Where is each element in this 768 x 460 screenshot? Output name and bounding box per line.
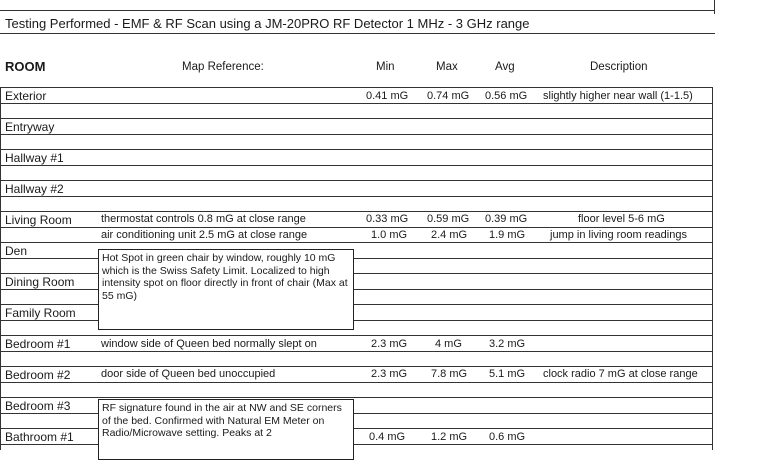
cell-max: 2.4 mG: [431, 229, 468, 241]
cell-min: 2.3 mG: [371, 338, 408, 350]
cell-map-reference: door side of Queen bed unoccupied: [101, 368, 276, 380]
table-left-border: [0, 87, 1, 450]
cell-avg: 5.1 mG: [489, 368, 526, 380]
cell-max: 4 mG: [435, 338, 462, 350]
room-label: Hallway #2: [5, 182, 64, 196]
title-underline: [0, 33, 715, 34]
room-label: Den: [5, 244, 28, 258]
row-line: [0, 196, 713, 197]
cell-avg: 3.2 mG: [489, 338, 526, 350]
room-label: Dining Room: [5, 275, 75, 289]
row-line: [0, 397, 713, 398]
cell-description: jump in living room readings: [550, 229, 687, 241]
cell-avg: 1.9 mG: [489, 229, 526, 241]
row-line: [0, 351, 713, 352]
header-max: Max: [436, 61, 458, 73]
room-label: Entryway: [5, 120, 55, 134]
row-line: [0, 227, 713, 228]
row-line: [0, 242, 713, 243]
cell-max: 1.2 mG: [431, 431, 468, 443]
room-label: Bathroom #1: [5, 430, 74, 444]
cell-map-reference: window side of Queen bed normally slept on: [101, 338, 317, 350]
cell-min: 0.41 mG: [366, 90, 409, 102]
row-line: [0, 335, 713, 336]
cell-min: 0.4 mG: [369, 431, 406, 443]
header-avg: Avg: [495, 61, 515, 73]
cell-map-reference: air conditioning unit 2.5 mG at close range: [101, 229, 308, 241]
row-line: [0, 211, 713, 212]
table-right-border: [712, 87, 713, 450]
row-line: [0, 180, 713, 181]
row-line: [0, 103, 713, 104]
row-line: [0, 149, 713, 150]
cell-min: 2.3 mG: [371, 368, 408, 380]
room-label: Bedroom #1: [5, 337, 71, 351]
cell-max: 7.8 mG: [431, 368, 468, 380]
cell-description: slightly higher near wall (1-1.5): [543, 90, 693, 102]
cell-description: clock radio 7 mG at close range: [543, 368, 698, 380]
cell-map-reference: thermostat controls 0.8 mG at close range: [101, 213, 306, 225]
row-line: [0, 382, 713, 383]
cell-avg: 0.39 mG: [485, 213, 528, 225]
row-line: [0, 118, 713, 119]
room-label: Hallway #1: [5, 151, 64, 165]
cell-min: 1.0 mG: [371, 229, 408, 241]
cell-max: 0.74 mG: [427, 90, 470, 102]
header-room: ROOM: [5, 59, 46, 74]
room-label: Bedroom #2: [5, 368, 71, 382]
row-line: [0, 134, 713, 135]
hotspot-note: Hot Spot in green chair by window, roughly 10 mG which is the Swiss Safety Limit. Localized to high intensity spot on floor directly in front of chair (Max at 55 mG): [98, 249, 354, 330]
cell-min: 0.33 mG: [366, 213, 409, 225]
header-map-reference: Map Reference:: [182, 61, 264, 73]
top-rule: [0, 10, 715, 11]
cell-description: floor level 5-6 mG: [578, 213, 665, 225]
table-top-rule: [0, 87, 713, 88]
rf-signature-note: RF signature found in the air at NW and SE corners of the bed. Confirmed with Natural EM Meter on Radio/Microwave setting. Peaks at 2: [98, 399, 354, 460]
room-label: Family Room: [5, 306, 76, 320]
row-line: [0, 366, 713, 367]
cell-avg: 0.6 mG: [489, 431, 526, 443]
room-label: Living Room: [5, 213, 72, 227]
cell-avg: 0.56 mG: [485, 90, 528, 102]
top-right-border: [714, 0, 715, 14]
room-label: Exterior: [5, 89, 47, 103]
header-min: Min: [376, 61, 395, 73]
cell-max: 0.59 mG: [427, 213, 470, 225]
page-title: Testing Performed - EMF & RF Scan using a JM-20PRO RF Detector 1 MHz - 3 GHz range: [5, 16, 530, 31]
room-label: Bedroom #3: [5, 399, 71, 413]
row-line: [0, 165, 713, 166]
header-description: Description: [590, 61, 648, 73]
